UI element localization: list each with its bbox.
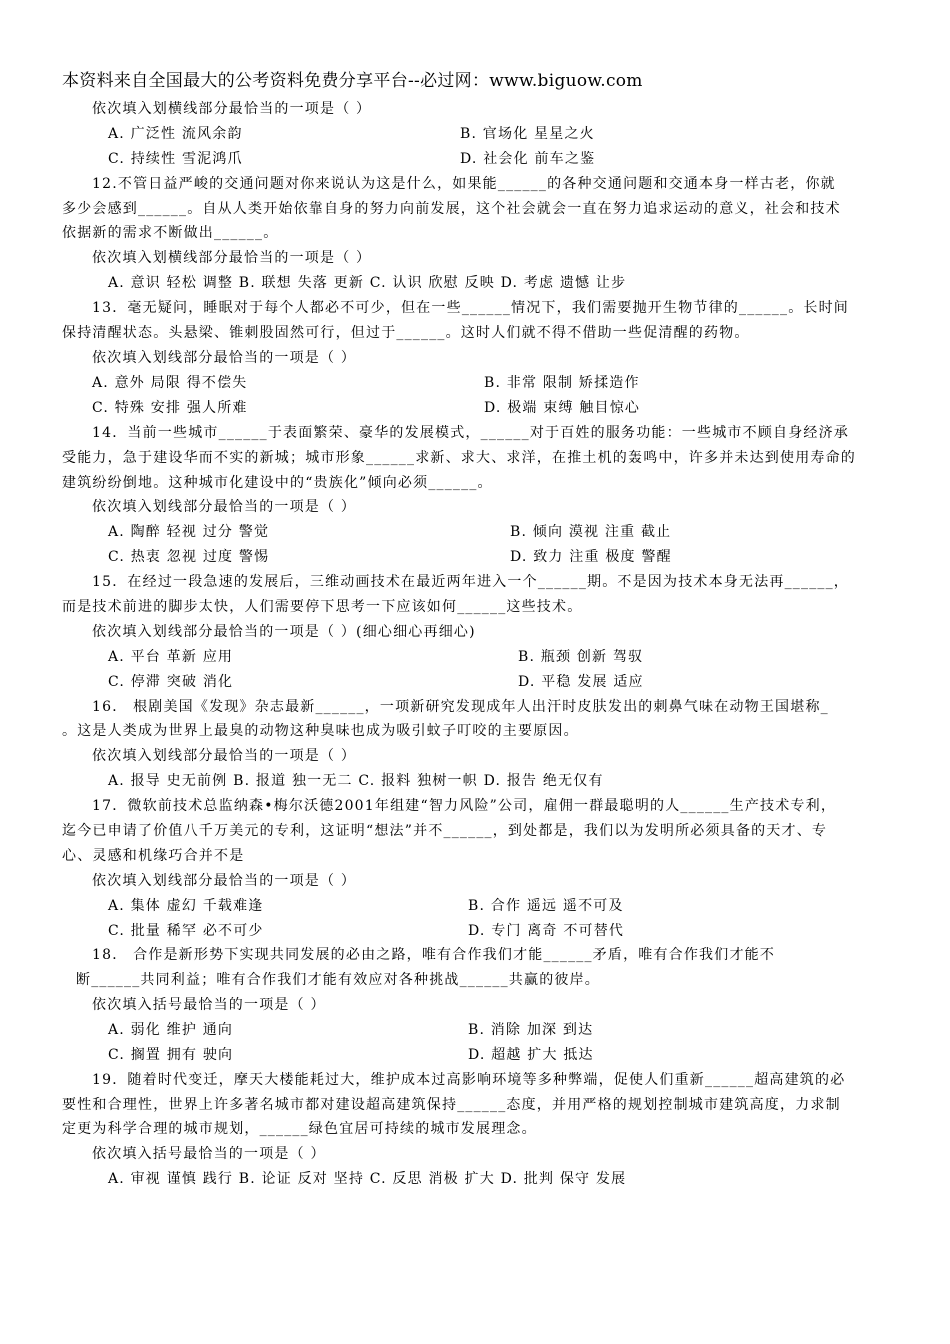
q19-prompt: 依次填入括号最恰当的一项是（ ） [92, 1146, 326, 1162]
q17-stem-line3: 心、灵感和机缘巧合并不是 [62, 848, 245, 864]
q12-options: A. 意识 轻松 调整 B. 联想 失落 更新 C. 认识 欣慰 反映 D. 考虑 遗憾 让步 [108, 275, 627, 291]
q17-prompt: 依次填入划线部分最恰当的一项是（ ） [92, 873, 357, 889]
q11-option-c: C. 持续性 雪泥鸿爪 [108, 151, 243, 167]
q17-option-c: C. 批量 稀罕 必不可少 [108, 923, 264, 939]
q13-stem-line2: 保持清醒状态。头悬梁、锥刺股固然可行，但过于______。这时人们就不得不借助一些促清醒的药物。 [62, 325, 750, 341]
q12-prompt: 依次填入划横线部分最恰当的一项是（ ） [92, 250, 372, 266]
source-header: 本资料来自全国最大的公考资料免费分享平台--必过网：www.biguow.com [62, 71, 643, 91]
q14-stem-line2: 受能力，急于建设华而不实的新城；城市形象______求新、求大、求洋，在推土机的轰鸣中，许多并未达到使用寿命的 [62, 450, 856, 466]
q15-option-b: B. 瓶颈 创新 驾驭 [518, 649, 644, 665]
q11-option-a: A. 广泛性 流风余韵 [108, 126, 243, 142]
q19-stem-line3: 定更为科学合理的城市规划，______绿色宜居可持续的城市发展理念。 [62, 1121, 537, 1137]
q16-stem-line1: 16． 根剧美国《发现》杂志最新______，一项新研究发现成年人出汗时皮肤发出的刺鼻气味在动物王国堪称_ [92, 699, 829, 715]
q13-prompt: 依次填入划线部分最恰当的一项是（ ） [92, 350, 357, 366]
q15-prompt: 依次填入划线部分最恰当的一项是（ ）(细心细心再细心) [92, 624, 476, 640]
q12-stem-line1: 12.不管日益严峻的交通问题对你来说认为这是什么，如果能______的各种交通问题和交通本身一样古老，你就 [92, 176, 836, 192]
q11-prompt: 依次填入划横线部分最恰当的一项是（ ） [92, 101, 372, 117]
q18-option-b: B. 消除 加深 到达 [468, 1022, 594, 1038]
q14-option-d: D. 致力 注重 极度 警醒 [510, 549, 672, 565]
q18-option-d: D. 超越 扩大 抵达 [468, 1047, 594, 1063]
q16-stem-line2: 。这是人类成为世界上最臭的动物这种臭味也成为吸引蚊子叮咬的主要原因。 [62, 723, 579, 739]
q18-option-a: A. 弱化 维护 通向 [108, 1022, 234, 1038]
q17-stem-line1: 17．微软前技术总监纳森•梅尔沃德2001年组建“智力风险”公司，雇佣一群最聪明的人______生产技术专利， [92, 798, 837, 814]
q14-prompt: 依次填入划线部分最恰当的一项是（ ） [92, 499, 357, 515]
q14-stem-line3: 建筑纷纷倒地。这种城市化建设中的“贵族化”倾向必须______。 [62, 475, 493, 491]
q13-option-b: B. 非常 限制 矫揉造作 [484, 375, 640, 391]
q18-prompt: 依次填入括号最恰当的一项是（ ） [92, 997, 326, 1013]
q16-options: A. 报导 史无前例 B. 报道 独一无二 C. 报料 独树一帜 D. 报告 绝无仅有 [108, 773, 604, 789]
q15-option-a: A. 平台 革新 应用 [108, 649, 234, 665]
q17-option-b: B. 合作 遥远 遥不可及 [468, 898, 624, 914]
q11-option-b: B. 官场化 星星之火 [460, 126, 595, 142]
q13-option-a: A. 意外 局限 得不偿失 [92, 375, 248, 391]
q18-option-c: C. 搁置 拥有 驶向 [108, 1047, 234, 1063]
q17-option-d: D. 专门 离奇 不可替代 [468, 923, 625, 939]
q19-options: A. 审视 谨慎 践行 B. 论证 反对 坚持 C. 反思 消极 扩大 D. 批判 保守 发展 [108, 1171, 627, 1187]
q12-stem-line2: 多少会感到______。自从人类开始依靠自身的努力向前发展，这个社会就会一直在努力追求运动的意义，社会和技术 [62, 201, 841, 217]
q14-option-b: B. 倾向 漠视 注重 截止 [510, 524, 672, 540]
q17-stem-line2: 迄今已申请了价值八千万美元的专利，这证明“想法”并不______，到处都是，我们以为发明所必须具备的天才、专 [62, 823, 828, 839]
q18-stem-line1: 18． 合作是新形势下实现共同发展的必由之路，唯有合作我们才能______矛盾，唯有合作我们才能不 [92, 947, 776, 963]
q17-option-a: A. 集体 虚幻 千载难逢 [108, 898, 264, 914]
q13-option-d: D. 极端 束缚 触目惊心 [484, 400, 641, 416]
q15-stem-line2: 而是技术前进的脚步太快，人们需要停下思考一下应该如何______这些技术。 [62, 599, 583, 615]
q11-option-d: D. 社会化 前车之鉴 [460, 151, 596, 167]
q14-option-c: C. 热衷 忽视 过度 警惕 [108, 549, 270, 565]
q19-stem-line2: 要性和合理性，世界上许多著名城市都对建设超高建筑保持______态度，并用严格的规划控制城市建筑高度，力求制 [62, 1097, 841, 1113]
q13-stem-line1: 13．毫无疑问，睡眠对于每个人都必不可少，但在一些______情况下，我们需要抛开生物节律的______。长时间 [92, 300, 850, 316]
q14-stem-line1: 14．当前一些城市______于表面繁荣、豪华的发展模式，______对于百姓的服务功能：一些城市不顾自身经济承 [92, 425, 850, 441]
q15-option-c: C. 停滞 突破 消化 [108, 674, 234, 690]
q13-option-c: C. 特殊 安排 强人所难 [92, 400, 248, 416]
q14-option-a: A. 陶醉 轻视 过分 警觉 [108, 524, 270, 540]
q12-stem-line3: 依据新的需求不断做出______。 [62, 225, 279, 241]
q16-prompt: 依次填入划线部分最恰当的一项是（ ） [92, 748, 357, 764]
q19-stem-line1: 19．随着时代变迁，摩天大楼能耗过大，维护成本过高影响环境等多种弊端，促使人们重新______超高建筑的必 [92, 1072, 846, 1088]
q18-stem-line2: 断______共同利益；唯有合作我们才能有效应对各种挑战______共赢的彼岸。 [76, 972, 600, 988]
q15-option-d: D. 平稳 发展 适应 [518, 674, 644, 690]
q15-stem-line1: 15．在经过一段急速的发展后，三维动画技术在最近两年进入一个______期。不是因为技术本身无法再______， [92, 574, 850, 590]
